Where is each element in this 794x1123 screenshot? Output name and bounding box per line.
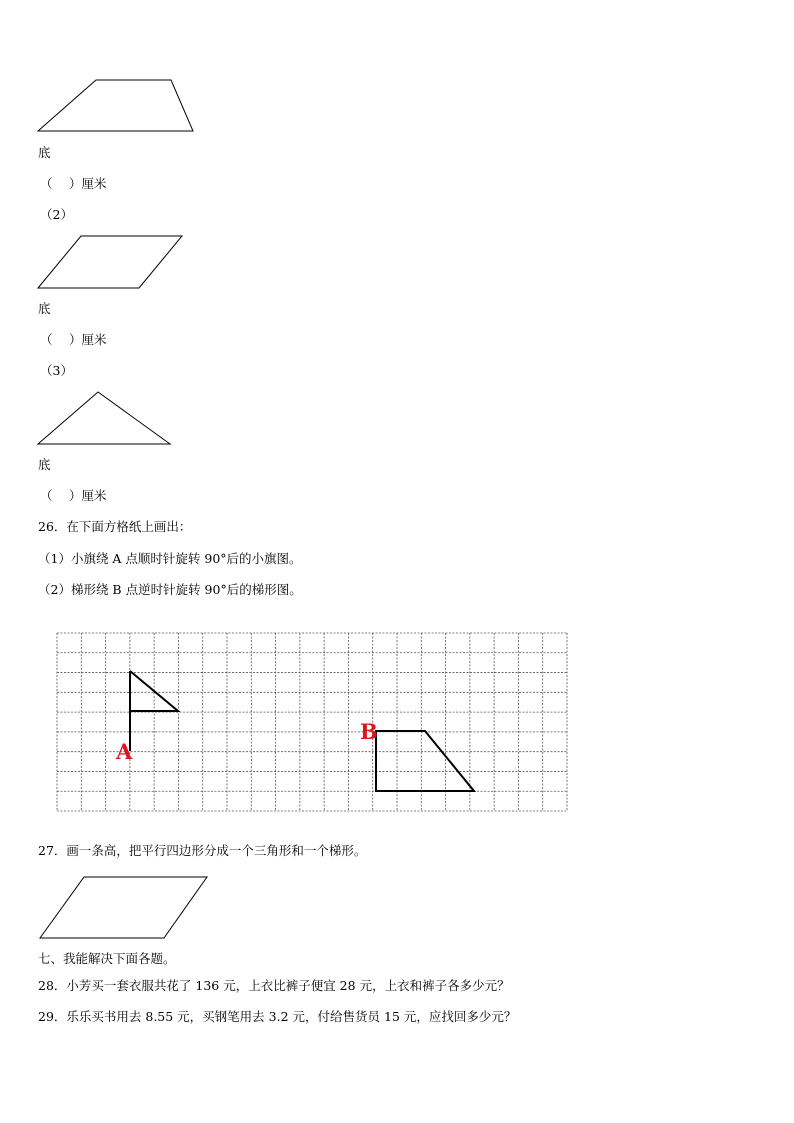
question-28: 28．小芳买一套衣服共花了 136 元，上衣比裤子便宜 28 元，上衣和裤子各多少元？	[38, 978, 510, 993]
point-b-label: B	[360, 719, 378, 744]
triangle-base-label: 底	[38, 457, 51, 472]
triangle-answer-blank[interactable]: （ ）厘米	[40, 488, 107, 503]
parallelogram-base-label: 底	[38, 301, 51, 316]
question-26-sub2: （2）梯形绕 B 点逆时针旋转 90°后的梯形图。	[38, 582, 302, 597]
section-7-heading: 七、我能解决下面各题。	[38, 951, 176, 966]
parallelogram-answer-blank[interactable]: （ ）厘米	[40, 332, 107, 347]
question-29: 29．乐乐买书用去 8.55 元，买钢笔用去 3.2 元，付给售货员 15 元，应找回多少元？	[38, 1009, 517, 1024]
question-27-stem: 27．画一条高，把平行四边形分成一个三角形和一个梯形。	[38, 843, 367, 858]
trapezoid-base-label: 底	[38, 145, 51, 160]
question-26-sub1: （1）小旗绕 A 点顺时针旋转 90°后的小旗图。	[38, 551, 302, 566]
trapezoid-answer-blank[interactable]: （ ）厘米	[40, 176, 107, 191]
sub-question-3-marker: （3）	[40, 363, 73, 378]
point-a-label: A	[116, 739, 133, 764]
sub-question-2-marker: （2）	[40, 207, 73, 222]
question-26-stem: 26．在下面方格纸上画出：	[38, 519, 192, 534]
